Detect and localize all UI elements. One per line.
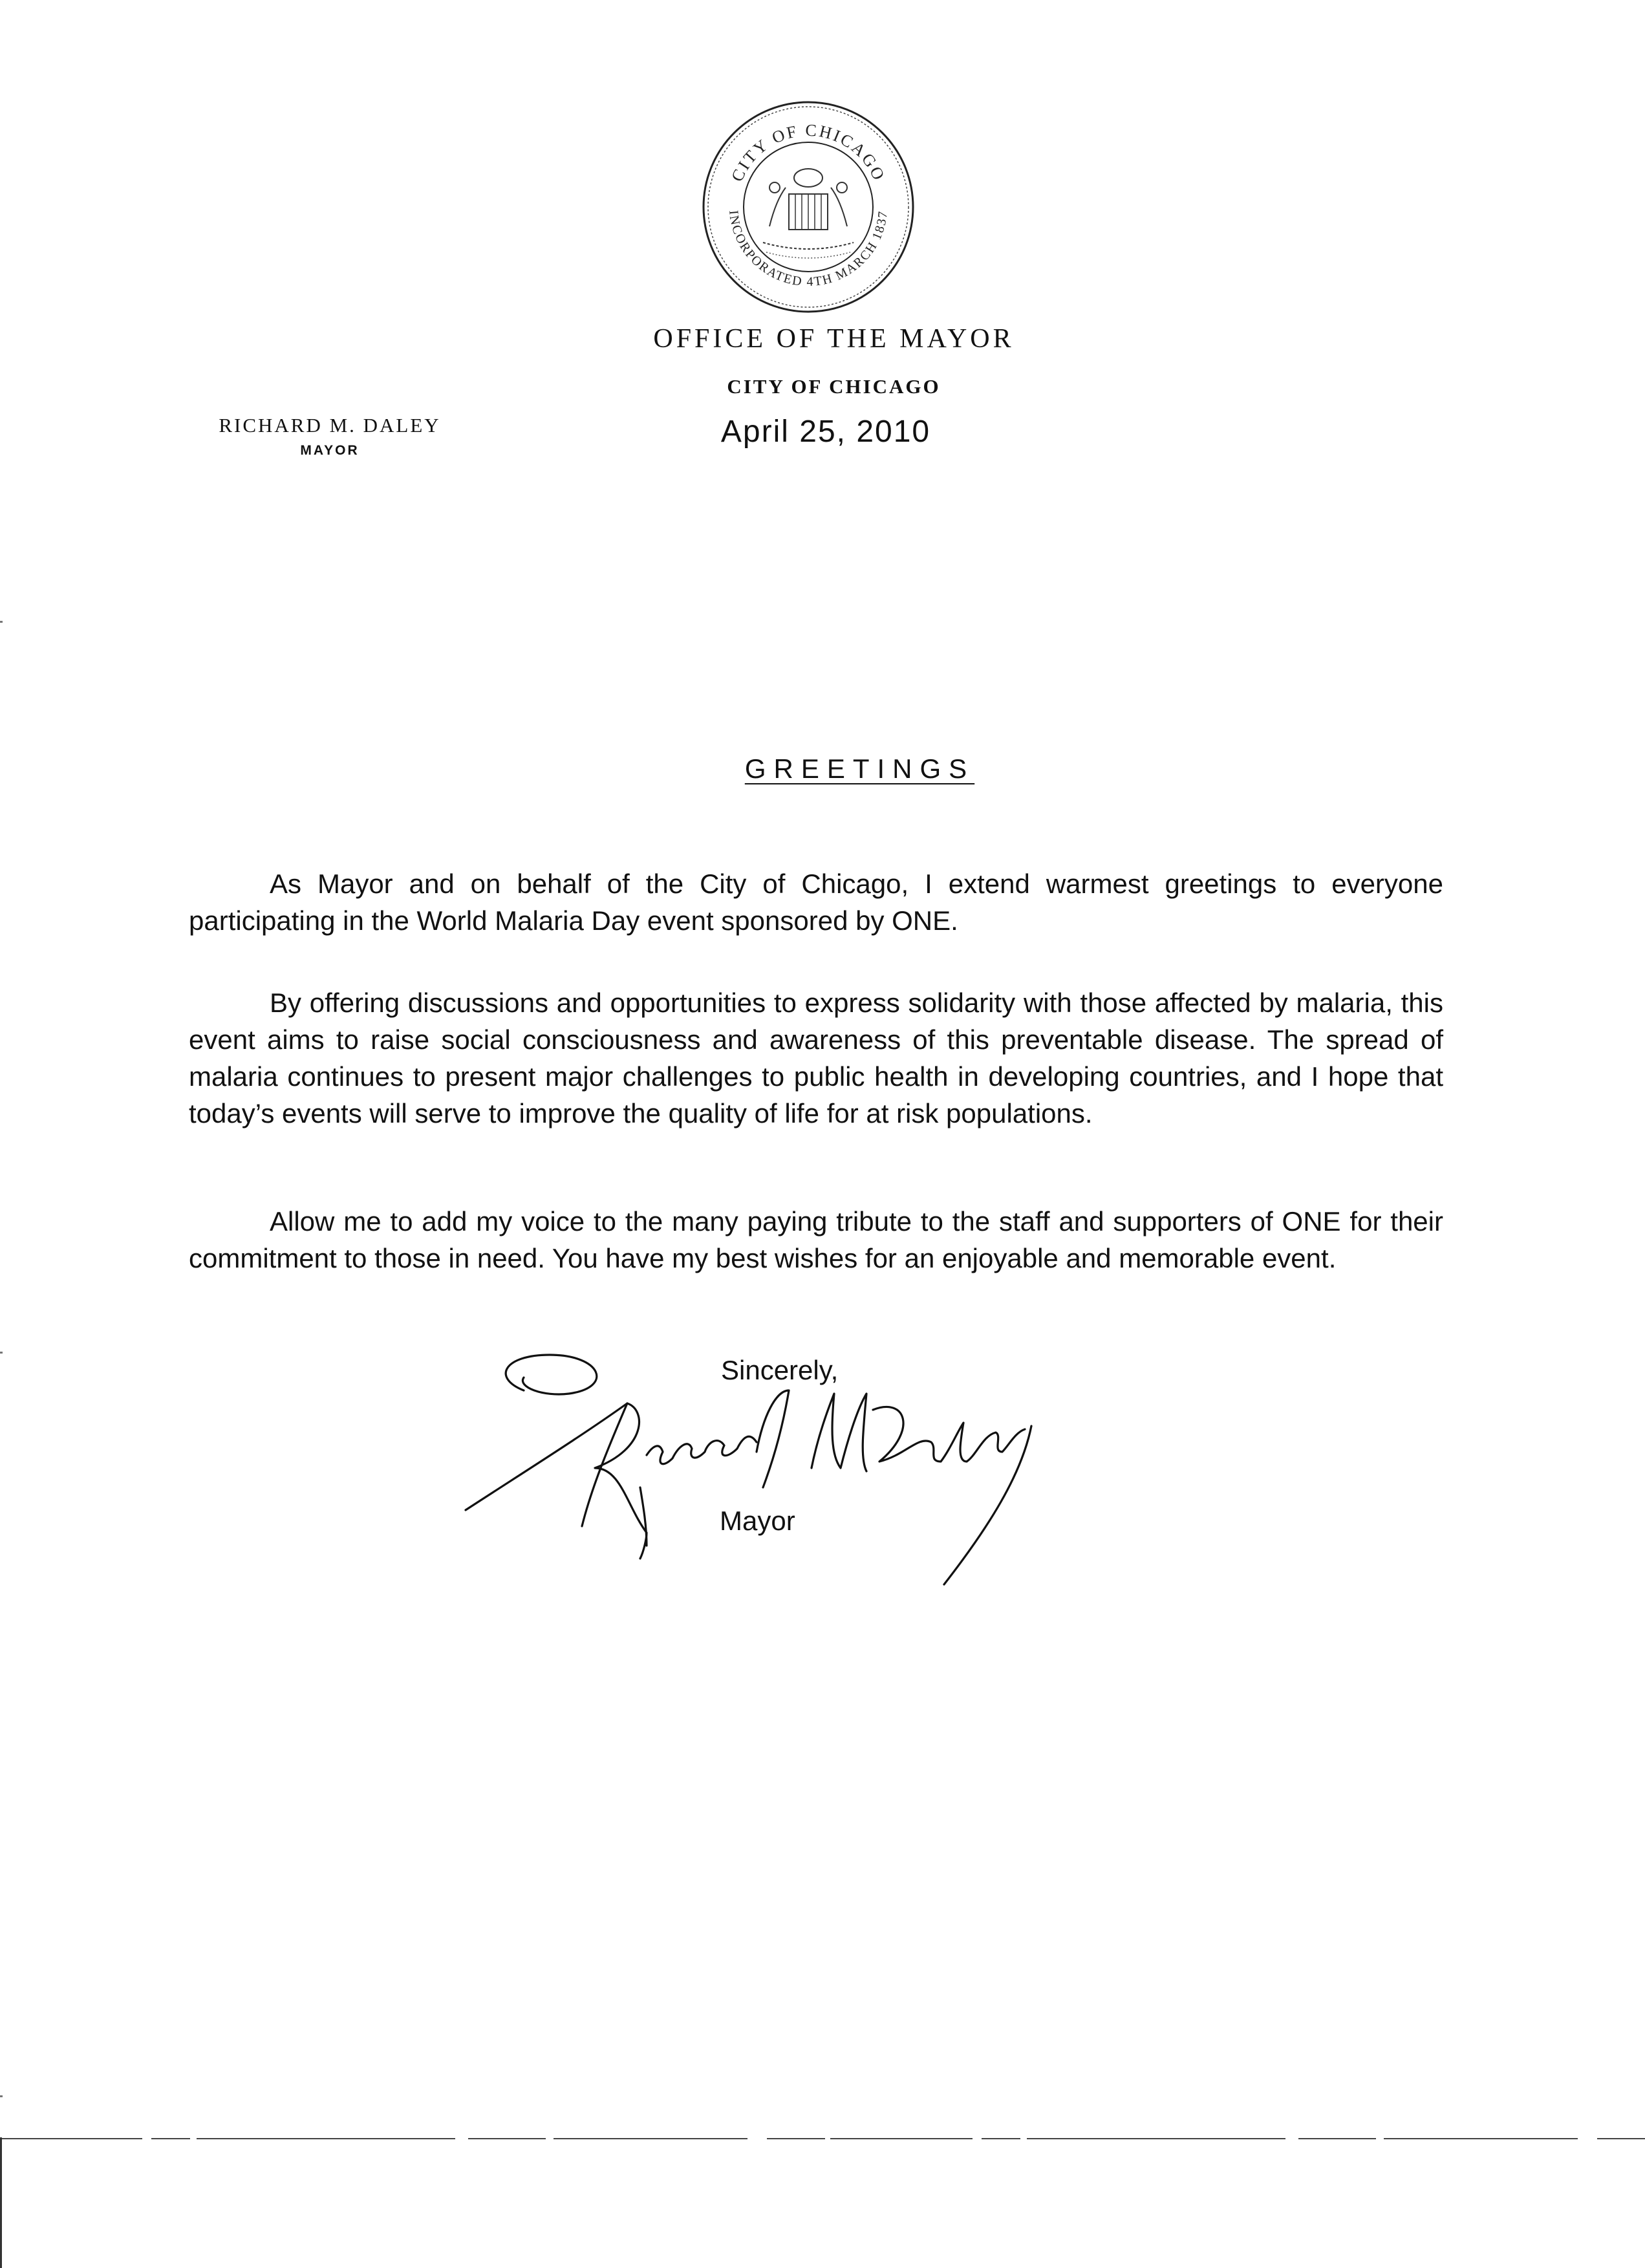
mayor-title-label: MAYOR: [300, 443, 360, 458]
scan-mark: [0, 621, 3, 623]
mayor-name: RICHARD M. DALEY: [219, 414, 441, 437]
signer-title: Mayor: [720, 1506, 795, 1536]
svg-text:CITY OF CHICAGO: CITY OF CHICAGO: [727, 120, 889, 185]
body-paragraph: By offering discussions and opportunities to express solidarity with those affected by malaria, this event aims to raise social consciousness and awareness of this preventable disease. The spread of malaria continues to present major challenges to public health in developing countries, and I hope that today’s events will serve to improve the quality of life for at risk populations.: [189, 988, 1443, 1129]
scan-mark: [0, 2095, 3, 2097]
scan-mark: [0, 1352, 3, 1354]
scan-edge-line: [0, 2137, 1645, 2140]
body-paragraph: As Mayor and on behalf of the City of Chicago, I extend warmest greetings to everyone participating in the World Malaria Day event sponsored by ONE.: [189, 869, 1443, 936]
city-seal: [698, 97, 918, 317]
city-title: CITY OF CHICAGO: [727, 375, 941, 398]
greetings-heading-text: GREETINGS: [744, 753, 975, 784]
scan-edge-left: [0, 2137, 2, 2268]
signature: [453, 1339, 1073, 1604]
office-title: OFFICE OF THE MAYOR: [653, 324, 1015, 354]
closing-salutation: Sincerely,: [721, 1355, 839, 1385]
greetings-heading: [0, 753, 1645, 784]
body-paragraph: Allow me to add my voice to the many paying tribute to the staff and supporters of ONE for their commitment to those in need. You have my best wishes for an enjoyable and memorable event.: [189, 1206, 1443, 1273]
svg-text:INCORPORATED 4TH MARCH 1837: INCORPORATED 4TH MARCH 1837: [726, 210, 890, 290]
letter-date: April 25, 2010: [720, 415, 931, 449]
